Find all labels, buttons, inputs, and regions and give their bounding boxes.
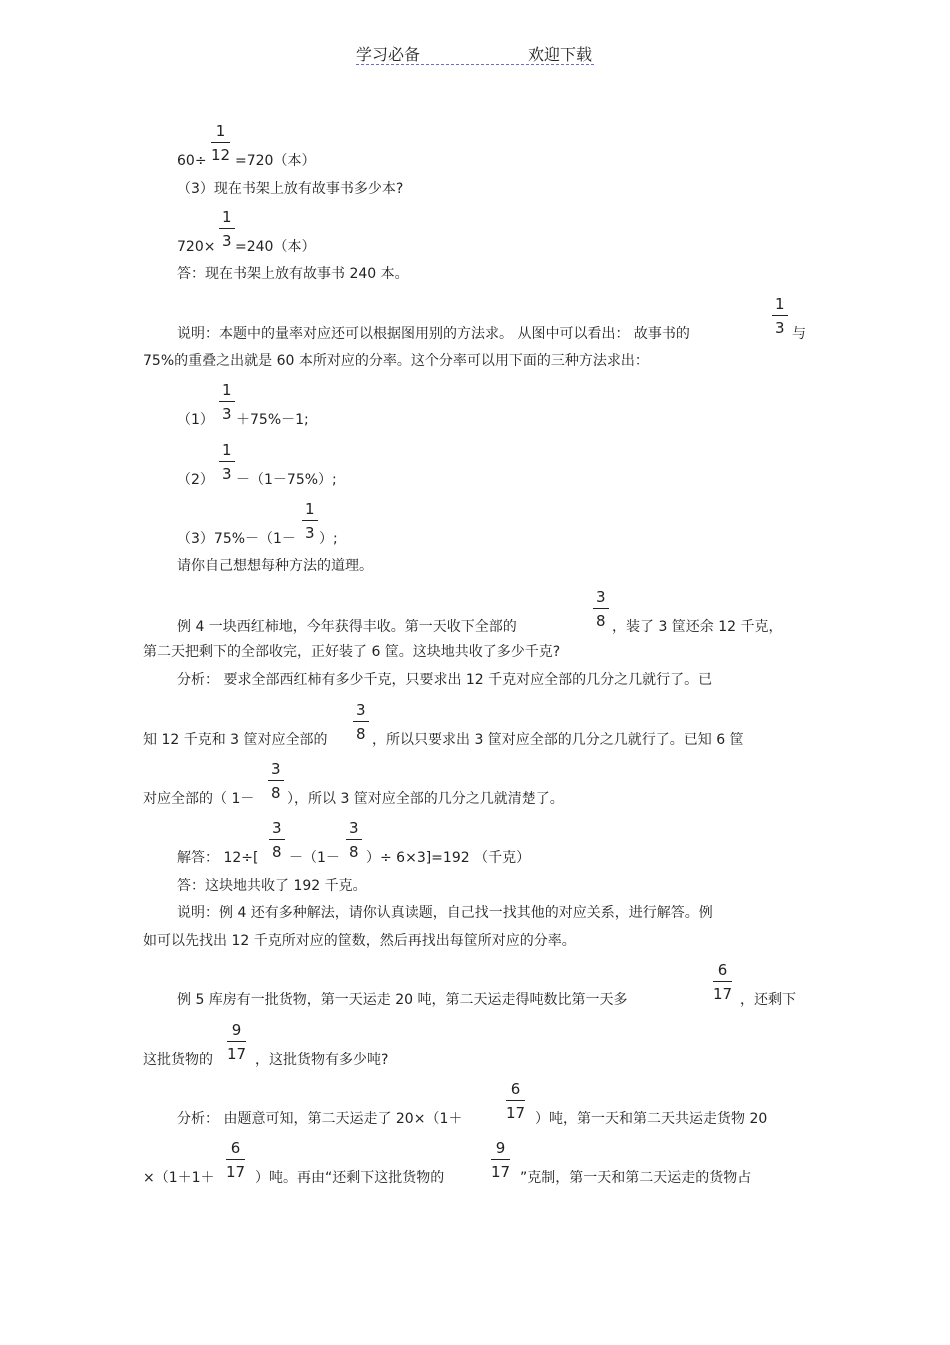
text-line: 说明：本题中的量率对应还可以根据图用别的方法求。 从图中可以看出： 故事书的 <box>177 326 690 342</box>
text-line: （3）75%－（1－ <box>177 531 296 547</box>
text-line: ＋75%－1; <box>236 412 309 428</box>
text-line: 第二天把剩下的全部收完，正好装了 6 筐。这块地共收了多少千克? <box>143 644 561 660</box>
text-line: ×（1＋1＋ <box>143 1170 215 1186</box>
fraction-denominator: 8 <box>271 784 281 802</box>
fraction-numerator: 3 <box>593 588 609 609</box>
header-right-text: 欢迎下载 <box>527 45 592 64</box>
fraction-numerator: 1 <box>772 295 788 316</box>
fraction <box>219 441 235 483</box>
fraction-denominator: 3 <box>222 232 232 250</box>
fraction-numerator: 3 <box>268 760 284 781</box>
fraction-denominator: 17 <box>226 1163 246 1181</box>
fraction-numerator: 1 <box>219 441 235 462</box>
text-line: 答：现在书架上放有故事书 240 本。 <box>177 266 409 282</box>
text-line: ）÷ 6×3]=192 （千克） <box>366 850 531 866</box>
fraction <box>269 819 285 861</box>
text-line: 与 <box>792 326 806 342</box>
fraction-denominator: 17 <box>491 1163 511 1181</box>
text-line: ，还剩下 <box>740 992 796 1008</box>
fraction <box>506 1080 525 1122</box>
fraction-numerator: 3 <box>269 819 285 840</box>
text-line: 分析： 由题意可知，第二天运走了 20×（1＋ <box>177 1111 463 1127</box>
text-line: 对应全部的（ 1－ <box>143 791 255 807</box>
text-line: 如可以先找出 12 千克所对应的筐数，然后再找出每筐所对应的分率。 <box>143 933 576 949</box>
text-line: ），所以 3 筐对应全部的几分之几就清楚了。 <box>287 791 564 807</box>
fraction <box>353 701 369 743</box>
fraction-numerator: 1 <box>219 381 235 402</box>
page-header <box>356 42 594 65</box>
fraction <box>219 208 235 250</box>
fraction <box>227 1021 246 1063</box>
fraction <box>713 961 732 1003</box>
fraction-numerator: 3 <box>353 701 369 722</box>
text-line: 解答： 12÷[ <box>177 850 259 866</box>
fraction-denominator: 3 <box>222 465 232 483</box>
text-line: =720（本） <box>235 153 316 169</box>
fraction-denominator: 3 <box>775 319 785 337</box>
fraction-numerator: 3 <box>346 819 362 840</box>
fraction-numerator: 9 <box>227 1021 246 1042</box>
fraction <box>226 1139 245 1181</box>
text-line: 60÷ <box>177 153 207 169</box>
fraction <box>219 381 235 423</box>
fraction-denominator: 3 <box>222 405 232 423</box>
fraction-denominator: 8 <box>356 725 366 743</box>
text-line: =240（本） <box>235 239 316 255</box>
text-line: ）; <box>319 531 338 547</box>
fraction <box>211 122 230 164</box>
fraction-denominator: 3 <box>305 524 315 542</box>
text-line: 例 5 库房有一批货物，第一天运走 20 吨，第二天运走得吨数比第一天多 <box>177 992 628 1008</box>
text-line: ，这批货物有多少吨? <box>255 1052 389 1068</box>
fraction-denominator: 8 <box>596 612 606 630</box>
text-line: （1） <box>177 412 214 428</box>
fraction-numerator: 9 <box>491 1139 510 1160</box>
text-line: 75%的重叠之出就是 60 本所对应的分率。这个分率可以用下面的三种方法求出： <box>143 353 649 369</box>
text-line: 知 12 千克和 3 筐对应全部的 <box>143 732 328 748</box>
fraction-numerator: 1 <box>302 500 318 521</box>
fraction-numerator: 1 <box>211 122 230 143</box>
text-line: 例 4 一块西红柿地，今年获得丰收。第一天收下全部的 <box>177 619 517 635</box>
text-line: －（1－75%）; <box>236 472 337 488</box>
text-line: （2） <box>177 472 214 488</box>
text-line: 720× <box>177 239 216 255</box>
fraction-denominator: 8 <box>349 843 359 861</box>
fraction-denominator: 17 <box>506 1104 526 1122</box>
fraction-denominator: 17 <box>713 985 733 1003</box>
text-line: ”克制，第一天和第二天运走的货物占 <box>520 1170 752 1186</box>
text-line: （3）现在书架上放有故事书多少本? <box>177 181 404 197</box>
fraction-denominator: 17 <box>227 1045 247 1063</box>
fraction-denominator: 12 <box>211 146 231 164</box>
fraction <box>302 500 318 542</box>
fraction <box>593 588 609 630</box>
text-line: 这批货物的 <box>143 1052 213 1068</box>
header-left-text: 学习必备 <box>356 45 421 64</box>
text-line: ）吨。再由“还剩下这批货物的 <box>255 1170 445 1186</box>
fraction-numerator: 6 <box>713 961 732 982</box>
fraction <box>491 1139 510 1181</box>
fraction-denominator: 8 <box>272 843 282 861</box>
fraction-numerator: 6 <box>506 1080 525 1101</box>
fraction-numerator: 1 <box>219 208 235 229</box>
text-line: 分析： 要求全部西红柿有多少千克，只要求出 12 千克对应全部的几分之几就行了。已 <box>177 672 713 688</box>
fraction <box>772 295 788 337</box>
fraction <box>346 819 362 861</box>
fraction-numerator: 6 <box>226 1139 245 1160</box>
text-line: 请你自己想想每种方法的道理。 <box>177 558 373 574</box>
text-line: 说明：例 4 还有多种解法，请你认真读题，自己找一找其他的对应关系，进行解答。例 <box>177 905 713 921</box>
text-line: 答：这块地共收了 192 千克。 <box>177 878 367 894</box>
text-line: ，所以只要求出 3 筐对应全部的几分之几就行了。已知 6 筐 <box>372 732 744 748</box>
text-line: ，装了 3 筐还余 12 千克， <box>612 619 783 635</box>
text-line: －（1－ <box>289 850 340 866</box>
text-line: ）吨，第一天和第二天共运走货物 20 <box>535 1111 768 1127</box>
fraction <box>268 760 284 802</box>
